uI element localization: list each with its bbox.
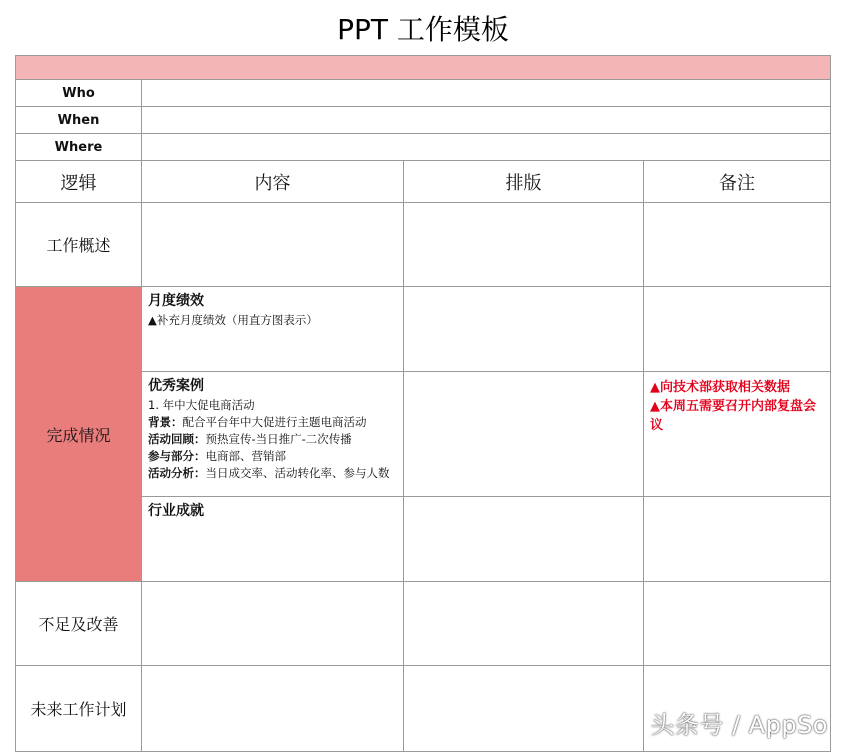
industry-content-cell[interactable]: [142, 497, 404, 582]
shortfalls-content-cell[interactable]: [142, 582, 404, 666]
overview-notes-cell[interactable]: [644, 203, 831, 287]
meta-row-when: [16, 107, 831, 134]
header-notes: 备注: [644, 161, 831, 203]
part-text: 电商部、营销部: [205, 449, 286, 463]
row-shortfalls: [16, 582, 831, 666]
header-layout: 排版: [404, 161, 644, 203]
row-overview: [16, 203, 831, 287]
column-header-row: [16, 161, 831, 203]
who-label: Who: [16, 80, 142, 107]
monthly-heading: 月度绩效: [148, 293, 204, 309]
monthly-layout-cell[interactable]: [404, 287, 644, 372]
note-1: ▲向技术部获取相关数据: [650, 380, 790, 395]
analysis-label: 活动分析：: [148, 466, 206, 480]
when-value-cell[interactable]: [142, 107, 831, 134]
where-value-cell[interactable]: [142, 134, 831, 161]
case-notes-cell[interactable]: [644, 372, 831, 497]
monthly-notes-cell[interactable]: [644, 287, 831, 372]
bg-text: 配合平台年中大促进行主题电商活动: [182, 415, 367, 429]
page-title: PPT 工作模板: [337, 13, 509, 46]
shortfalls-label: 不足及改善: [16, 582, 142, 666]
case-content-cell[interactable]: [142, 372, 404, 497]
when-label: When: [16, 107, 142, 134]
meta-row-who: [16, 80, 831, 107]
shortfalls-notes-cell[interactable]: [644, 582, 831, 666]
review-label: 活动回顾：: [148, 432, 206, 446]
band-cell[interactable]: [16, 56, 831, 80]
case-participants: [148, 448, 397, 465]
future-content-cell[interactable]: [142, 666, 404, 752]
row-monthly: [16, 287, 831, 372]
future-plan-label: 未来工作计划: [16, 666, 142, 752]
monthly-content-cell[interactable]: [142, 287, 404, 372]
industry-heading: 行业成就: [148, 503, 204, 519]
header-band: [16, 56, 831, 80]
meta-row-where: [16, 134, 831, 161]
future-layout-cell[interactable]: [404, 666, 644, 752]
template-table: [15, 55, 831, 752]
case-heading: 优秀案例: [148, 378, 204, 394]
monthly-line: ▲补充月度绩效（用直方图表示）: [148, 313, 318, 327]
note-2: ▲本周五需要召开内部复盘会议: [650, 399, 816, 433]
header-content: 内容: [142, 161, 404, 203]
industry-notes-cell[interactable]: [644, 497, 831, 582]
case-review: [148, 431, 397, 448]
case-layout-cell[interactable]: [404, 372, 644, 497]
case-analysis: [148, 465, 397, 482]
overview-content-cell[interactable]: [142, 203, 404, 287]
who-value-cell[interactable]: [142, 80, 831, 107]
part-label: 参与部分：: [148, 449, 206, 463]
overview-layout-cell[interactable]: [404, 203, 644, 287]
header-logic: 逻辑: [16, 161, 142, 203]
overview-label: 工作概述: [16, 203, 142, 287]
watermark: 头条号 / AppSo: [650, 711, 828, 739]
shortfalls-layout-cell[interactable]: [404, 582, 644, 666]
review-text: 预热宣传-当日推广-二次传播: [205, 432, 352, 446]
completion-label: 完成情况: [16, 287, 142, 582]
case-item1: 1. 年中大促电商活动: [148, 398, 255, 412]
case-background: [148, 414, 397, 431]
industry-layout-cell[interactable]: [404, 497, 644, 582]
where-label: Where: [16, 134, 142, 161]
bg-label: 背景：: [148, 415, 183, 429]
analysis-text: 当日成交率、活动转化率、参与人数: [205, 466, 390, 480]
